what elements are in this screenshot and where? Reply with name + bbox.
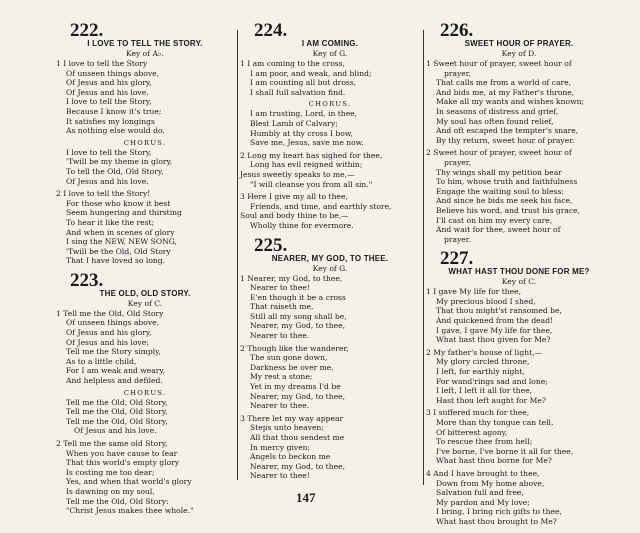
verse-line: For I am weak and weary, — [66, 366, 166, 376]
verse-line: I shall full salvation find. — [250, 87, 346, 97]
verse-line: I am counting all but dross, — [250, 78, 357, 88]
verse-line: I sing the NEW, NEW SONG, — [66, 237, 177, 247]
verse-line: Angels to beckon me — [250, 452, 331, 462]
verse-line: prayer. — [444, 234, 472, 244]
verse-line: Of bitterest agony, — [436, 427, 508, 437]
hymn-key: Key of A♭. — [126, 49, 164, 58]
hymn-key: Key of G. — [312, 263, 348, 273]
hymn-title: I AM COMING. — [301, 39, 359, 48]
verse-line: That this world's empty glory — [66, 458, 180, 468]
verse-line: I've borne, I've borne it all for thee, — [436, 446, 574, 456]
verse-line: When you have cause to fear — [66, 448, 178, 458]
verse-line: By thy return, sweet hour of prayer. — [436, 135, 575, 145]
verse-line: I left, I left it all for thee, — [436, 386, 533, 396]
verse-line: I love to tell the Story, — [66, 147, 152, 157]
verse-line: Of Jesus and his love. — [74, 426, 157, 436]
verse-line: Darkness be over me, — [250, 362, 334, 372]
verse-line: Down from My home above, — [436, 478, 545, 488]
verse-line: I am trusting, Lord, in thee, — [250, 109, 358, 119]
hymn-title: WHAT HAST THOU DONE FOR ME? — [448, 267, 590, 277]
verse-line: Because I know it's true; — [66, 106, 162, 116]
hymn-227 — [426, 250, 612, 526]
verse-line: What hast thou borne for Me? — [436, 456, 552, 466]
verse-line: Thy wings shall my petition bear — [436, 167, 562, 177]
verse-line: My rest a stone; — [250, 372, 313, 382]
verse-line: Nearer, my God, to thee, — [250, 461, 346, 471]
verse-line: I bring, I bring rich gifts to thee, — [436, 507, 562, 517]
column-divider — [237, 30, 238, 480]
verse-line: Of unseen things above, — [66, 68, 160, 78]
verse-line: Tell me the Old, Old Story, — [66, 397, 168, 407]
verse-line: Tell me the Story simply, — [66, 347, 161, 357]
verse-line: 2 My father's house of light,— — [426, 347, 543, 357]
hymn-226 — [426, 22, 612, 244]
verse-line: 2 Tell me the same old Story, — [56, 439, 168, 448]
verse-line: Yet in my dreams I'd be — [250, 382, 341, 392]
verse-line: Of Jesus and his glory, — [66, 328, 152, 338]
hymn-title: NEARER, MY GOD, TO THEE. — [271, 253, 389, 263]
column-left — [56, 22, 234, 522]
verse-line: The sun gone down, — [250, 353, 328, 363]
hymn-number: 226. — [440, 20, 474, 41]
hymn-key: Key of C. — [501, 277, 537, 287]
verse-line: For those who know it best — [66, 198, 171, 208]
chorus-label: CHORUS. — [123, 138, 167, 147]
verse-line: What hast thou given for Me? — [436, 335, 551, 345]
verse-line: My soul has often found relief, — [436, 116, 554, 126]
verse-line: Tell me the Old, Old Story, — [66, 416, 168, 426]
verse-line: Friends, and time, and earthly store, — [250, 201, 392, 211]
verse-line: I love to tell the Story, — [66, 97, 152, 107]
verse-line: It satisfies my longings — [66, 116, 155, 126]
verse-line: Engage the waiting soul to bless: — [436, 186, 564, 196]
verse-line: Make all my wants and wishes known; — [436, 97, 585, 107]
verse-line: Of unseen things above, — [66, 318, 160, 328]
verse-line: What hast thou brought to Me? — [436, 516, 557, 526]
verse-line: My glory circled throne, — [436, 357, 530, 367]
verse-line: I am poor, and weak, and blind; — [250, 68, 372, 78]
verse-line: In mercy given; — [250, 442, 311, 452]
verse-line: Yes, and when that world's glory — [66, 477, 192, 487]
hymn-number: 225. — [254, 234, 288, 256]
verse-line: That I have loved so long. — [66, 256, 166, 266]
hymn-key: Key of C. — [127, 298, 163, 308]
verse-line: To hear it like the rest; — [66, 217, 155, 227]
hymn-222 — [56, 22, 234, 266]
verse-line: Steps unto heaven; — [250, 423, 324, 433]
verse-line: That raiseth me, — [250, 302, 314, 312]
verse-line: Seem hungering and thirsting — [66, 208, 182, 218]
verse-line: 3 I suffered much for thee, — [426, 408, 530, 418]
hymn-number: 227. — [440, 248, 474, 270]
verse-line: And when in scenes of glory — [66, 227, 175, 237]
verse-line: 1 Sweet hour of prayer, sweet hour of — [426, 59, 572, 68]
verse-line: And bids me, at my Father's throne, — [436, 87, 575, 97]
verse-line: Blest Lamb of Calvary; — [250, 118, 338, 128]
verse-line: To tell the Old, Old Story, — [66, 166, 164, 176]
verse-line: My precious blood I shed, — [436, 296, 536, 306]
verse-line: Is costing me too dear; — [66, 467, 155, 477]
verse-line: And quickened from the dead! — [436, 316, 554, 326]
hymn-key: Key of D. — [501, 49, 537, 58]
hymn-lines — [56, 309, 234, 516]
verse-line: Nearer, my God, to thee, — [250, 391, 346, 401]
verse-line: As nothing else would do. — [66, 126, 165, 136]
verse-line: 'Twill be my theme in glory, — [66, 157, 173, 167]
verse-line: Save me, Jesus, save me now. — [250, 138, 364, 148]
verse-line: That thou might'st ransomed be, — [436, 306, 562, 316]
verse-line: 3 Here I give my all to thee, — [240, 192, 348, 202]
verse-line: My pardon and My love; — [436, 497, 530, 507]
verse-line: For wand'rings sad and lone; — [436, 376, 548, 386]
verse-line: Long has evil reigned within; — [250, 160, 363, 170]
verse-line: 1 Nearer, my God, to thee, — [240, 273, 343, 283]
page-number: 147 — [296, 490, 316, 505]
verse-line: Nearer, my God, to thee, — [250, 321, 346, 331]
hymn-key: Key of G. — [312, 49, 348, 58]
verse-line: That calls me from a world of care, — [436, 78, 572, 88]
verse-line: Nearer to thee. — [250, 401, 310, 411]
verse-line: Salvation full and free, — [436, 488, 524, 498]
hymn-title: I LOVE TO TELL THE STORY. — [87, 39, 203, 48]
verse-line: "I will cleanse you from all sin." — [250, 179, 373, 189]
hymn-title: THE OLD, OLD STORY. — [99, 288, 191, 298]
verse-line: prayer, — [444, 157, 472, 167]
verse-line: I gave, I gave My life for thee, — [436, 325, 553, 335]
verse-line: "Christ Jesus makes thee whole." — [66, 506, 194, 516]
hymn-lines — [56, 59, 234, 266]
verse-line: 2 Long my heart has sighed for thee, — [240, 150, 383, 160]
verse-line: 4 And I have brought to thee, — [426, 468, 540, 478]
verse-line: 1 I love to tell the Story — [56, 59, 148, 68]
verse-line: 1 I gave My life for thee, — [426, 287, 522, 297]
verse-line: And wait for thee, sweet hour of — [436, 225, 561, 235]
verse-line: To rescue thee from hell; — [436, 437, 533, 447]
verse-line: 2 I love to tell the Story! — [56, 189, 151, 199]
hymn-lines — [426, 59, 612, 244]
verse-line: Tell me the Old, Old Story: — [66, 496, 169, 506]
verse-line: I'll cast on him my every care, — [436, 215, 553, 225]
verse-line: And oft escaped the tempter's snare, — [436, 126, 579, 136]
hymn-lines — [240, 59, 420, 231]
verse-line: 2 Though like the wanderer, — [240, 343, 349, 353]
chorus-label: CHORUS. — [123, 388, 167, 397]
verse-line: Nearer to thee. — [250, 331, 310, 341]
verse-line: And since he bids me seek his face, — [436, 196, 573, 206]
verse-line: E'en though it be a cross — [250, 292, 346, 302]
verse-line: Soul and body thine to be,— — [240, 211, 349, 221]
verse-line: Is dawning on my soul, — [66, 486, 155, 496]
verse-line: I left, for earthly night, — [436, 367, 525, 377]
hymn-lines — [426, 287, 612, 526]
column-middle — [240, 22, 420, 487]
verse-line: Nearer to thee! — [250, 471, 310, 481]
hymn-223 — [56, 269, 234, 516]
verse-line: More than thy tongue can tell, — [436, 418, 554, 427]
verse-line: Wholly thine for evermore. — [250, 220, 354, 230]
verse-line: 1 I am coming to the cross, — [240, 59, 345, 68]
verse-line: And helpless and defiled. — [66, 376, 163, 386]
hymn-224 — [240, 22, 420, 231]
verse-line: 'Twill be the Old, Old Story — [66, 246, 171, 256]
hymn-number: 224. — [254, 20, 288, 41]
hymn-225 — [240, 234, 420, 481]
verse-line: Of Jesus and his love. — [66, 176, 149, 186]
verse-line: 2 Sweet hour of prayer, sweet hour of — [426, 148, 572, 158]
verse-line: Of Jesus and his love. — [66, 87, 149, 97]
verse-line: Hast thou left aught for Me? — [436, 395, 546, 405]
verse-line: As to a little child, — [66, 356, 137, 366]
hymn-title: SWEET HOUR OF PRAYER. — [464, 39, 574, 48]
verse-line: Humbly at thy cross I bow, — [250, 128, 353, 138]
verse-line: In seasons of distress and grief, — [436, 106, 559, 116]
hymn-number: 223. — [70, 269, 104, 291]
column-right — [426, 22, 612, 533]
verse-line: Jesus sweetly speaks to me,— — [240, 169, 355, 179]
hymn-number: 222. — [70, 20, 104, 41]
verse-line: Of Jesus and his glory, — [66, 78, 152, 88]
verse-line: prayer, — [444, 68, 472, 78]
column-divider — [423, 30, 424, 485]
verse-line: 1 Tell me the Old, Old Story — [56, 308, 164, 318]
hymn-lines — [240, 274, 420, 481]
verse-line: Nearer to thee! — [250, 283, 310, 293]
verse-line: Still all my song shall be, — [250, 311, 347, 321]
verse-line: Tell me the Old, Old Story, — [66, 407, 168, 417]
verse-line: All that thou sendest me — [250, 433, 345, 442]
verse-line: To him, whose truth and faithfulness — [436, 177, 578, 187]
verse-line: 3 There let my way appear — [240, 413, 344, 423]
verse-line: Believe his word, and trust his grace, — [436, 205, 581, 215]
chorus-label: CHORUS. — [308, 100, 352, 109]
verse-line: Of Jesus and his love; — [66, 337, 149, 347]
